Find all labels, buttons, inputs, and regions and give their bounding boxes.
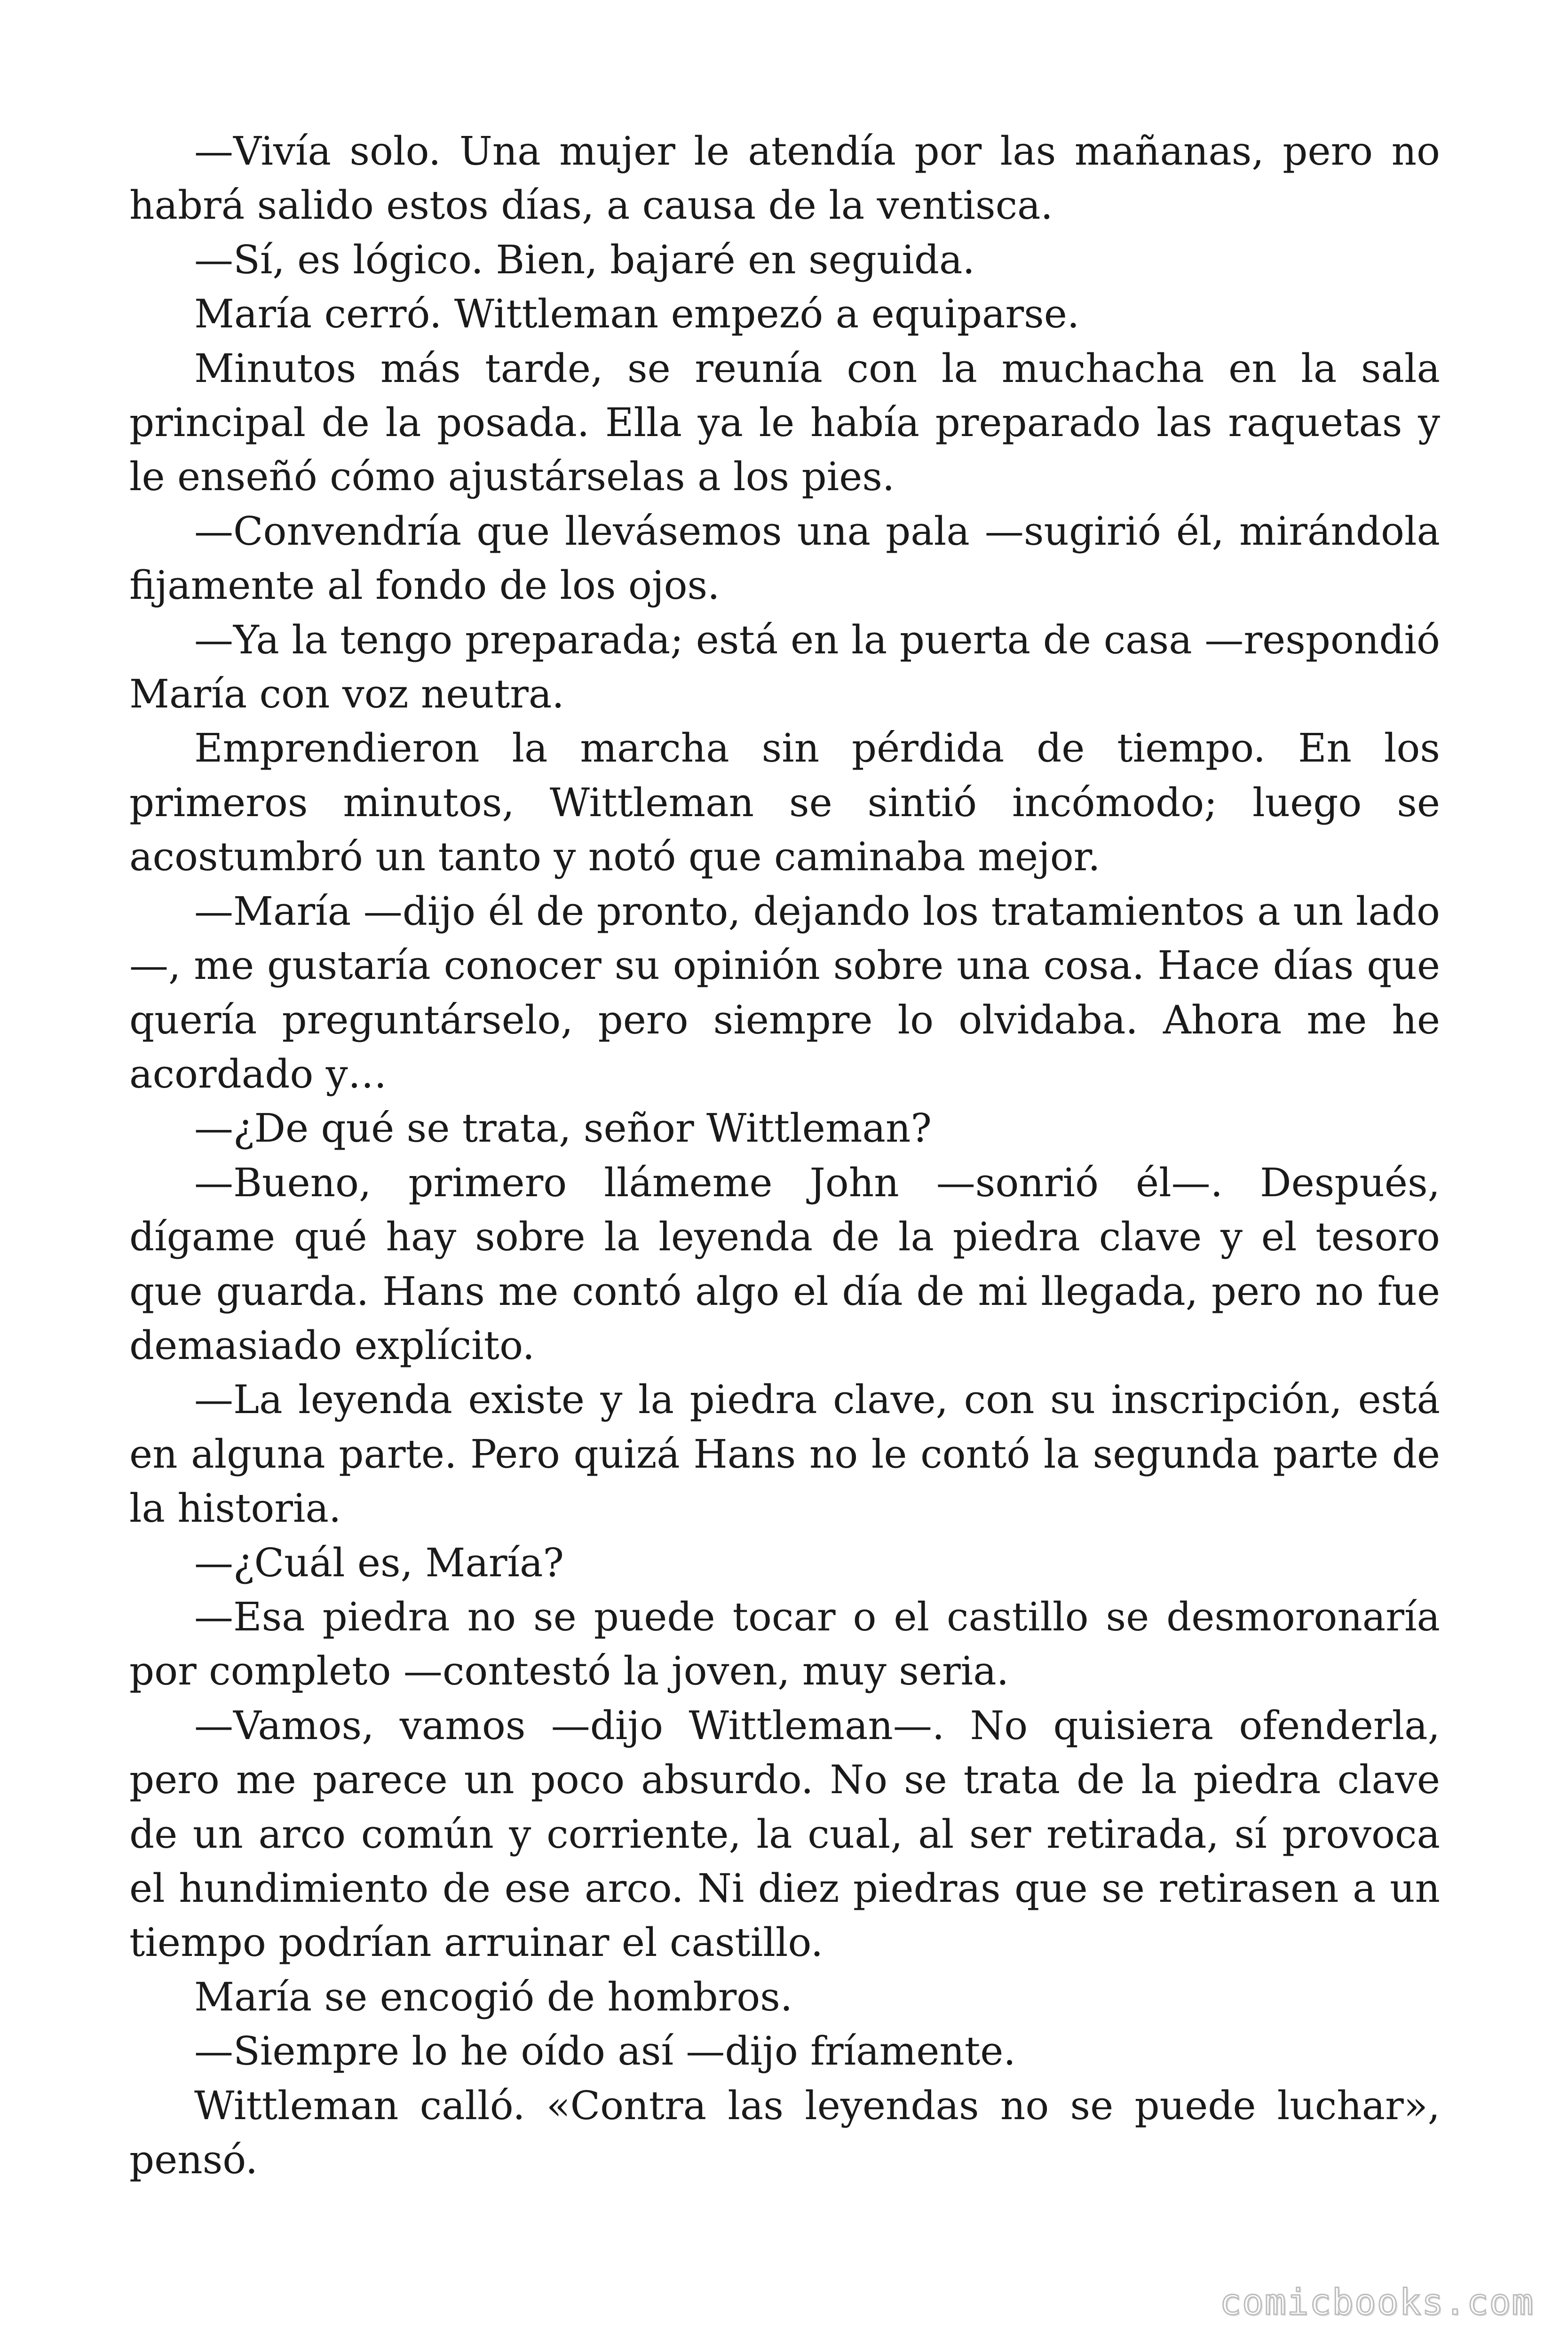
paragraph: —La leyenda existe y la piedra clave, con su inscripción, está en alguna parte. Pero quizá Hans no le contó la segunda parte de la historia. [129,1377,1440,1532]
paragraph: —Bueno, primero llámeme John —sonrió él—. Después, dígame qué hay sobre la leyenda de la piedra clave y el tesoro que guarda. Hans me contó algo el día de mi llegada, pero no fue demasiado explícito. [129,1160,1440,1368]
paragraph: —¿Cuál es, María? [194,1540,564,1586]
paragraph: —Vamos, vamos —dijo Wittleman—. No quisiera ofenderla, pero me parece un poco absurdo. No se trata de la piedra clave de un arco común y corriente, la cual, al ser retirada, sí provoca el hundimiento de ese arco. Ni diez piedras que se retirasen a un tiempo podrían arruinar el castillo. [129,1702,1440,1966]
paragraph: Emprendieron la marcha sin pérdida de tiempo. En los primeros minutos, Wittleman se sintió incómodo; luego se acostumbró un tanto y notó que caminaba mejor. [129,725,1440,880]
paragraph: —¿De qué se trata, señor Wittleman? [194,1105,932,1152]
paragraph: —María —dijo él de pronto, dejando los tratamientos a un lado —, me gustaría conocer su opinión sobre una cosa. Hace días que quería preguntárselo, pero siempre lo olvidaba. Ahora me he acordado y… [129,888,1440,1097]
paragraph: Minutos más tarde, se reunía con la muchacha en la sala principal de la posada. Ella ya le había preparado las raquetas y le enseñó cómo ajustárselas a los pies. [129,345,1440,500]
watermark: comicbooks.com [1220,2281,1534,2323]
paragraph: —Sí, es lógico. Bien, bajaré en seguida. [194,237,975,283]
body-text [129,124,1440,2187]
paragraph: María se encogió de hombros. [194,1974,793,2020]
paragraph: —Vivía solo. Una mujer le atendía por las mañanas, pero no habrá salido estos días, a causa de la ventisca. [129,128,1440,229]
paragraph: María cerró. Wittleman empezó a equiparse. [194,291,1080,337]
paragraph: —Esa piedra no se puede tocar o el castillo se desmoronaría por completo —contestó la joven, muy seria. [129,1594,1440,1694]
paragraph: —Convendría que llevásemos una pala —sugirió él, mirándola fijamente al fondo de los ojos. [129,508,1440,609]
paragraph: —Ya la tengo preparada; está en la puerta de casa —respondió María con voz neutra. [129,617,1440,717]
paragraph: —Siempre lo he oído así —dijo fríamente. [194,2028,1016,2074]
paragraph: Wittleman calló. «Contra las leyendas no se puede luchar», pensó. [129,2082,1440,2183]
